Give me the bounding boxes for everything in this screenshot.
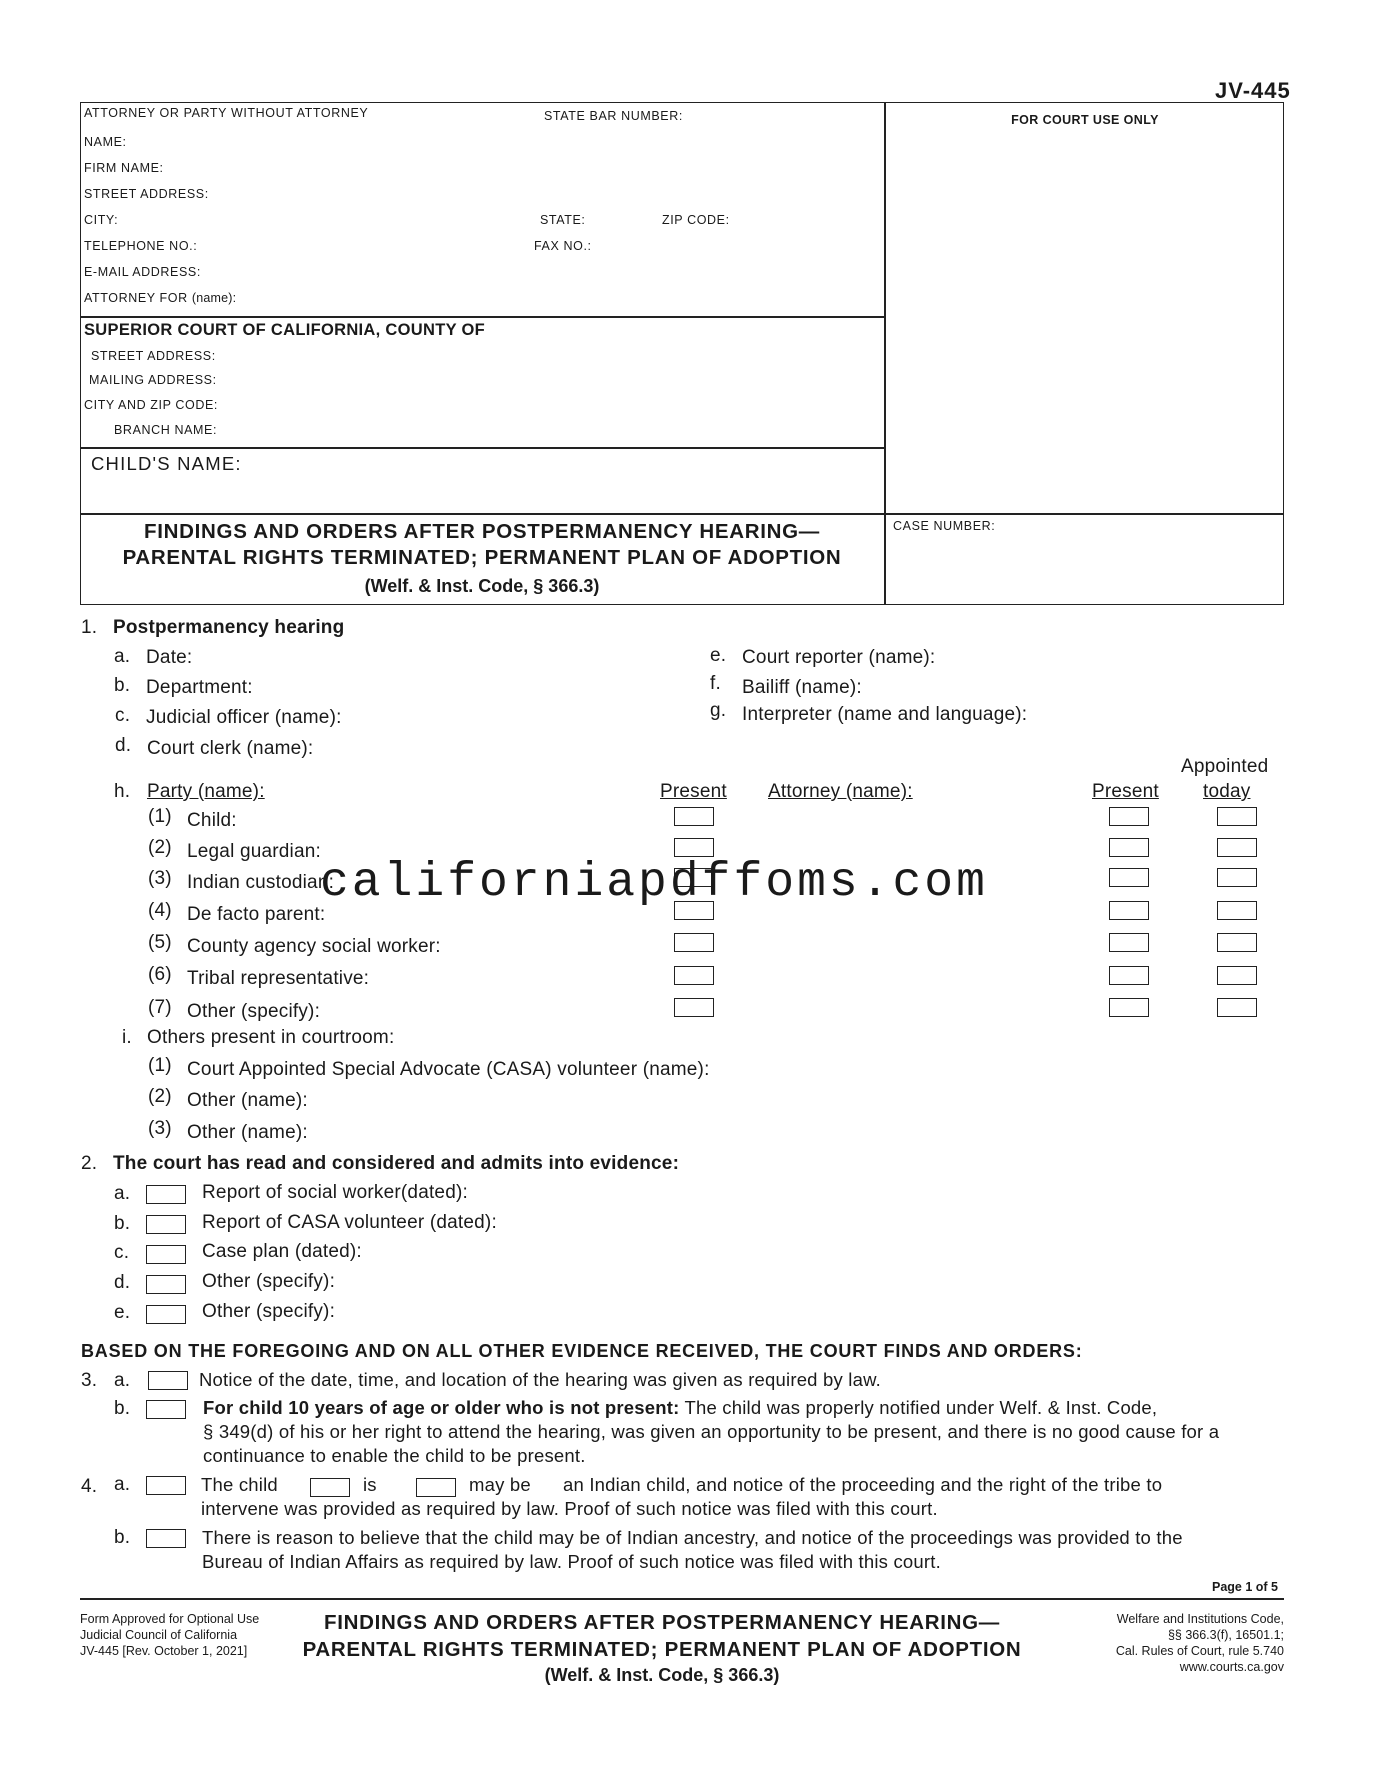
party-row-4-label[interactable]: De facto parent: — [187, 904, 326, 925]
item-3b-checkbox[interactable] — [146, 1400, 186, 1419]
attorney-1-present-checkbox[interactable] — [1109, 807, 1149, 826]
attorney-present-header: Present — [1092, 781, 1159, 802]
item-1d-court-clerk[interactable]: Court clerk (name): — [147, 738, 314, 759]
item-3a-text: Notice of the date, time, and location of the hearing was given as required by law. — [199, 1369, 881, 1390]
item-3b-bold-lead: For child 10 years of age or older who is not present: — [203, 1397, 680, 1418]
party-row-3-number: (3) — [148, 868, 172, 889]
item-1a-letter: a. — [114, 646, 131, 667]
item-4a-rest: an Indian child, and notice of the proceeding and the right of the tribe to — [563, 1474, 1163, 1495]
title-line-3: (Welf. & Inst. Code, § 366.3) — [364, 576, 600, 596]
others-row-3-number: (3) — [148, 1118, 172, 1139]
section-1-heading: Postpermanency hearing — [113, 617, 345, 638]
name-label[interactable]: NAME: — [84, 135, 127, 149]
firm-name-label[interactable]: FIRM NAME: — [84, 161, 164, 175]
attorney-7-appointed-checkbox[interactable] — [1217, 998, 1257, 1017]
item-2d-label[interactable]: Other (specify): — [202, 1271, 336, 1292]
item-1d-letter: d. — [115, 735, 132, 756]
rule-child — [80, 447, 884, 449]
attorney-2-present-checkbox[interactable] — [1109, 838, 1149, 857]
footer-left-line-3: JV-445 [Rev. October 1, 2021] — [80, 1644, 248, 1658]
attorney-4-appointed-checkbox[interactable] — [1217, 901, 1257, 920]
party-row-1-label[interactable]: Child: — [187, 810, 237, 831]
page-number: Page 1 of 5 — [1212, 1580, 1278, 1594]
others-row-1-number: (1) — [148, 1055, 172, 1076]
state-bar-label: STATE BAR NUMBER: — [544, 109, 683, 123]
party-row-2-number: (2) — [148, 837, 172, 858]
footer-right-line-2: §§ 366.3(f), 16501.1; — [1167, 1628, 1284, 1642]
party-row-6-label[interactable]: Tribal representative: — [187, 968, 370, 989]
item-2c-checkbox[interactable] — [146, 1245, 186, 1264]
title-line-1: FINDINGS AND ORDERS AFTER POSTPERMANENCY HEARING— — [144, 520, 820, 543]
item-4b-line-2: Bureau of Indian Affairs as required by law. Proof of such notice was filed with this court. — [202, 1551, 941, 1572]
item-3b-line-3: continuance to enable the child to be present. — [203, 1445, 586, 1466]
party-1-present-checkbox[interactable] — [674, 807, 714, 826]
item-4b-line-1: There is reason to believe that the child may be of Indian ancestry, and notice of the proceedings was provided to the — [202, 1527, 1183, 1548]
item-2a-letter: a. — [114, 1183, 131, 1204]
item-1b-letter: b. — [114, 675, 131, 696]
court-street-label[interactable]: STREET ADDRESS: — [91, 349, 216, 363]
party-7-present-checkbox[interactable] — [674, 998, 714, 1017]
item-4a-the-child: The child — [201, 1474, 278, 1495]
item-3b-line-1-rest: The child was properly notified under Welf. & Inst. Code, — [679, 1397, 1158, 1418]
section-2-heading: The court has read and considered and admits into evidence: — [113, 1153, 680, 1174]
city-zip-label[interactable]: CITY AND ZIP CODE: — [84, 398, 218, 412]
item-1f-bailiff[interactable]: Bailiff (name): — [742, 677, 862, 698]
item-4a-checkbox[interactable] — [146, 1476, 186, 1495]
party-row-7-label[interactable]: Other (specify): — [187, 1001, 321, 1022]
attorney-3-appointed-checkbox[interactable] — [1217, 868, 1257, 887]
section-1-number: 1. — [81, 617, 98, 638]
item-4a-may-be-checkbox[interactable] — [416, 1478, 456, 1497]
title-line-2: PARENTAL RIGHTS TERMINATED; PERMANENT PLAN OF ADOPTION — [122, 546, 842, 569]
mailing-address-label[interactable]: MAILING ADDRESS: — [89, 373, 217, 387]
item-1b-department[interactable]: Department: — [146, 677, 253, 698]
party-row-5-number: (5) — [148, 932, 172, 953]
child-name-label[interactable]: CHILD'S NAME: — [91, 453, 242, 474]
footer-left — [80, 1611, 259, 1659]
item-1c-letter: c. — [115, 705, 131, 726]
item-2b-letter: b. — [114, 1213, 131, 1234]
item-1g-interpreter[interactable]: Interpreter (name and language): — [742, 704, 1028, 725]
item-2d-letter: d. — [114, 1272, 131, 1293]
court-use-label: FOR COURT USE ONLY — [1011, 113, 1159, 127]
party-row-7-number: (7) — [148, 997, 172, 1018]
state-label[interactable]: STATE: — [540, 213, 586, 227]
item-4b-letter: b. — [114, 1527, 131, 1548]
item-1e-letter: e. — [710, 645, 727, 666]
rule-title — [80, 513, 1284, 515]
city-label[interactable]: CITY: — [84, 213, 119, 227]
footer-title-line-2: PARENTAL RIGHTS TERMINATED; PERMANENT PLAN OF ADOPTION — [302, 1638, 1022, 1661]
form-id: JV-445 — [1215, 78, 1291, 103]
item-4a-is-checkbox[interactable] — [310, 1478, 350, 1497]
zip-code-label[interactable]: ZIP CODE: — [662, 213, 730, 227]
footer-title-line-1: FINDINGS AND ORDERS AFTER POSTPERMANENCY HEARING— — [324, 1611, 1000, 1634]
footer-courts-link[interactable]: www.courts.ca.gov — [1179, 1660, 1284, 1674]
party-row-3-label[interactable]: Indian custodian: — [187, 872, 335, 893]
item-1i-text: Others present in courtroom: — [147, 1027, 395, 1048]
item-1a-date[interactable]: Date: — [146, 647, 193, 668]
email-label[interactable]: E-MAIL ADDRESS: — [84, 265, 201, 279]
item-2c-label[interactable]: Case plan (dated): — [202, 1241, 362, 1262]
attorney-for-sub: (name): — [191, 291, 237, 305]
party-row-4-number: (4) — [148, 900, 172, 921]
item-4a-letter: a. — [114, 1474, 131, 1495]
item-1f-letter: f. — [710, 673, 721, 694]
attorney-6-present-checkbox[interactable] — [1109, 966, 1149, 985]
item-2b-label[interactable]: Report of CASA volunteer (dated): — [202, 1212, 497, 1233]
footer-left-line-2: Judicial Council of California — [80, 1628, 238, 1642]
others-row-1-label[interactable]: Court Appointed Special Advocate (CASA) volunteer (name): — [187, 1059, 710, 1080]
branch-name-label[interactable]: BRANCH NAME: — [114, 423, 218, 437]
party-row-2-label[interactable]: Legal guardian: — [187, 841, 321, 862]
others-row-3-label[interactable]: Other (name): — [187, 1122, 308, 1143]
item-2b-checkbox[interactable] — [146, 1215, 186, 1234]
footer-rule — [80, 1598, 1284, 1600]
others-row-2-label[interactable]: Other (name): — [187, 1090, 308, 1111]
footer-right-line-1: Welfare and Institutions Code, — [1116, 1612, 1284, 1626]
party-2-present-checkbox[interactable] — [674, 838, 714, 857]
item-4b-checkbox[interactable] — [146, 1529, 186, 1548]
attorney-label: ATTORNEY OR PARTY WITHOUT ATTORNEY — [84, 106, 369, 120]
section-4-number: 4. — [81, 1476, 98, 1497]
case-number-label[interactable]: CASE NUMBER: — [893, 519, 996, 533]
footer-right-line-3: Cal. Rules of Court, rule 5.740 — [1115, 1644, 1284, 1658]
attorney-1-appointed-checkbox[interactable] — [1217, 807, 1257, 826]
footer-right — [1064, 1611, 1284, 1675]
attorney-5-appointed-checkbox[interactable] — [1217, 933, 1257, 952]
others-row-2-number: (2) — [148, 1086, 172, 1107]
item-3b-letter: b. — [114, 1398, 131, 1419]
item-3b-line-1 — [203, 1397, 1157, 1419]
item-2a-label[interactable]: Report of social worker(dated): — [202, 1182, 468, 1203]
street-address-label[interactable]: STREET ADDRESS: — [84, 187, 209, 201]
appointed-today-header: today — [1203, 781, 1251, 802]
telephone-label[interactable]: TELEPHONE NO.: — [84, 239, 198, 253]
party-6-present-checkbox[interactable] — [674, 966, 714, 985]
fax-label[interactable]: FAX NO.: — [534, 239, 592, 253]
watermark: californiapdffoms.com — [320, 856, 988, 910]
item-2a-checkbox[interactable] — [146, 1185, 186, 1204]
item-2e-checkbox[interactable] — [146, 1305, 186, 1324]
item-2d-checkbox[interactable] — [146, 1275, 186, 1294]
attorney-6-appointed-checkbox[interactable] — [1217, 966, 1257, 985]
item-2e-letter: e. — [114, 1302, 131, 1323]
item-1e-court-reporter[interactable]: Court reporter (name): — [742, 647, 936, 668]
section-3-number: 3. — [81, 1370, 98, 1391]
item-3b-line-2: § 349(d) of his or her right to attend the hearing, was given an opportunity to be present, and there is no good cause for a — [203, 1421, 1220, 1442]
caption-divider — [884, 102, 886, 605]
item-4a-line-2: intervene was provided as required by law. Proof of such notice was filed with this court. — [201, 1498, 938, 1519]
item-1h-letter: h. — [114, 781, 131, 802]
rule-court — [80, 316, 884, 318]
party-row-5-label[interactable]: County agency social worker: — [187, 936, 441, 957]
section-2-number: 2. — [81, 1153, 98, 1174]
attorney-name-header: Attorney (name): — [768, 781, 913, 802]
item-4a-is: is — [363, 1474, 377, 1495]
appointed-header: Appointed — [1181, 756, 1269, 777]
attorney-4-present-checkbox[interactable] — [1109, 901, 1149, 920]
attorney-5-present-checkbox[interactable] — [1109, 933, 1149, 952]
item-1c-judicial-officer[interactable]: Judicial officer (name): — [146, 707, 342, 728]
item-4a-may-be: may be — [469, 1474, 531, 1495]
party-present-header: Present — [660, 781, 727, 802]
item-2e-label[interactable]: Other (specify): — [202, 1301, 336, 1322]
party-name-header: Party (name): — [147, 781, 265, 802]
attorney-7-present-checkbox[interactable] — [1109, 998, 1149, 1017]
attorney-for-label[interactable] — [84, 291, 236, 305]
attorney-for-text: ATTORNEY FOR — [84, 291, 188, 305]
party-row-6-number: (6) — [148, 964, 172, 985]
party-row-1-number: (1) — [148, 806, 172, 827]
footer-left-line-1: Form Approved for Optional Use — [80, 1612, 260, 1626]
item-1i-letter: i. — [122, 1027, 132, 1048]
attorney-2-appointed-checkbox[interactable] — [1217, 838, 1257, 857]
findings-heading: BASED ON THE FOREGOING AND ON ALL OTHER EVIDENCE RECEIVED, THE COURT FINDS AND ORDERS: — [81, 1341, 1083, 1361]
court-label: SUPERIOR COURT OF CALIFORNIA, COUNTY OF — [84, 321, 485, 339]
item-3a-checkbox[interactable] — [148, 1371, 188, 1390]
attorney-3-present-checkbox[interactable] — [1109, 868, 1149, 887]
item-3a-letter: a. — [114, 1370, 131, 1391]
item-2c-letter: c. — [114, 1242, 130, 1263]
item-1g-letter: g. — [710, 700, 727, 721]
footer-title-line-3: (Welf. & Inst. Code, § 366.3) — [544, 1665, 780, 1685]
party-5-present-checkbox[interactable] — [674, 933, 714, 952]
